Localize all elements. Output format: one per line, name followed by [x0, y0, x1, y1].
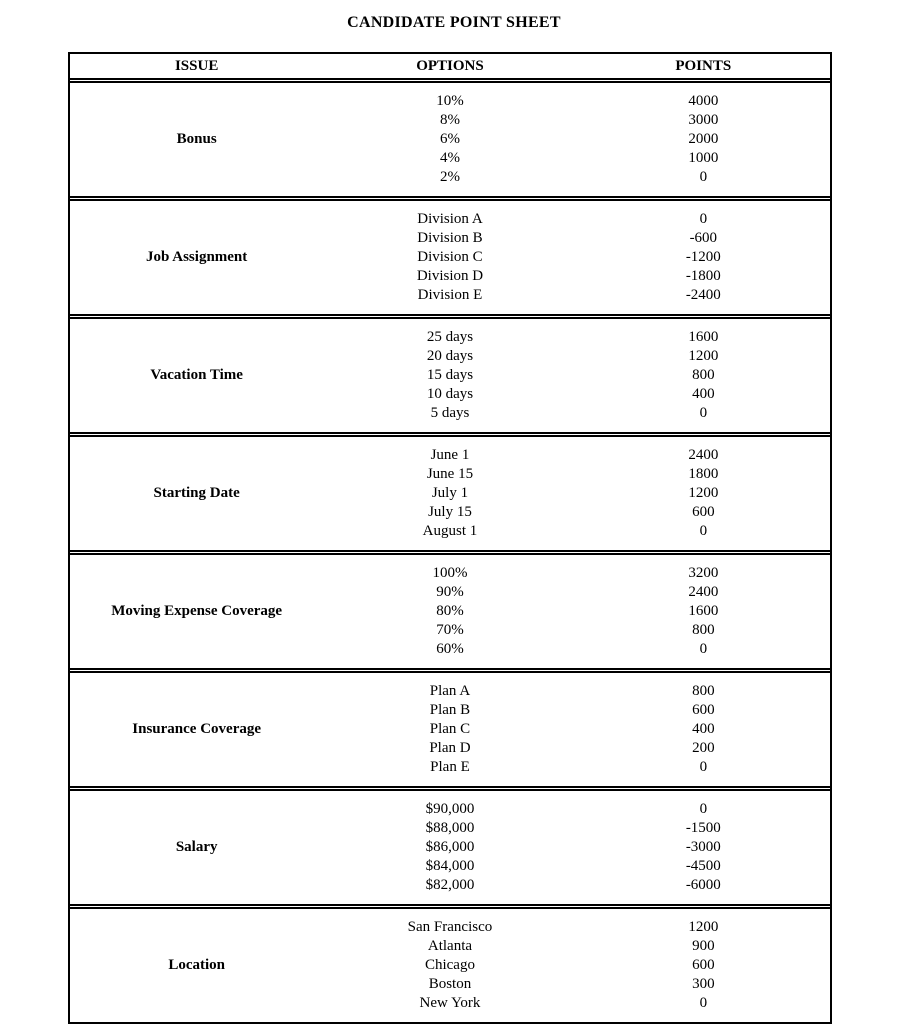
option-cell: August 1 — [422, 523, 478, 539]
table-row — [323, 564, 830, 583]
table-row — [323, 503, 830, 522]
points-cell: 600 — [692, 504, 715, 520]
points-cell: 0 — [699, 641, 708, 657]
table-row — [323, 168, 830, 187]
table-row — [323, 347, 830, 366]
section-insurance-coverage — [70, 668, 830, 786]
issue-cell: Moving Expense Coverage — [111, 603, 283, 619]
table-row — [323, 876, 830, 895]
points-cell: 1800 — [688, 466, 719, 482]
table-row — [323, 522, 830, 541]
section-salary — [70, 786, 830, 904]
points-cell: -3000 — [685, 839, 721, 855]
points-cell: 600 — [692, 957, 715, 973]
points-cell: 1000 — [688, 150, 719, 166]
points-cell: -6000 — [685, 877, 721, 893]
table-row — [323, 92, 830, 111]
table-row — [323, 975, 830, 994]
option-cell: 20 days — [426, 348, 474, 364]
points-cell: 0 — [699, 405, 708, 421]
table-row — [323, 210, 830, 229]
points-cell: 0 — [699, 995, 708, 1011]
points-cell: 2400 — [688, 447, 719, 463]
option-cell: 60% — [436, 641, 464, 657]
section-moving-expense-coverage — [70, 550, 830, 668]
points-cell: 1200 — [688, 348, 719, 364]
table-row — [323, 857, 830, 876]
points-cell: 900 — [692, 938, 715, 954]
table-row — [323, 720, 830, 739]
table-row — [323, 937, 830, 956]
section-job-assignment — [70, 196, 830, 314]
table-row — [323, 248, 830, 267]
issue-cell: Insurance Coverage — [132, 721, 262, 737]
table-row — [323, 956, 830, 975]
option-cell: Plan D — [429, 740, 471, 756]
option-cell: 25 days — [426, 329, 474, 345]
points-cell: -1200 — [685, 249, 721, 265]
points-cell: 800 — [692, 622, 715, 638]
option-cell: 4% — [439, 150, 460, 166]
table-row — [323, 583, 830, 602]
option-cell: July 1 — [431, 485, 469, 501]
option-cell: Plan B — [429, 702, 471, 718]
issue-cell: Vacation Time — [150, 367, 243, 383]
table-row — [323, 682, 830, 701]
points-cell: 1200 — [688, 919, 719, 935]
option-cell: Atlanta — [427, 938, 473, 954]
option-cell: July 15 — [428, 504, 472, 520]
table-row — [323, 149, 830, 168]
option-cell: Division D — [416, 268, 484, 284]
option-cell: $86,000 — [425, 839, 475, 855]
points-cell: 3200 — [688, 565, 719, 581]
points-cell: 0 — [699, 759, 708, 775]
section-rows — [323, 800, 830, 895]
option-cell: June 15 — [426, 466, 474, 482]
points-cell: 0 — [699, 523, 708, 539]
option-cell: 70% — [436, 622, 464, 638]
option-cell: 6% — [439, 131, 460, 147]
option-cell: $90,000 — [425, 801, 475, 817]
table-row — [323, 267, 830, 286]
point-sheet-table — [68, 52, 832, 1024]
option-cell: 10 days — [426, 386, 474, 402]
page-title: CANDIDATE POINT SHEET — [347, 14, 561, 31]
option-cell: $88,000 — [425, 820, 475, 836]
table-row — [323, 130, 830, 149]
points-cell: 600 — [692, 702, 715, 718]
column-header-issue: ISSUE — [174, 58, 219, 74]
points-cell: 800 — [692, 367, 715, 383]
issue-cell: Job Assignment — [146, 249, 248, 265]
section-rows — [323, 918, 830, 1013]
option-cell: Boston — [428, 976, 472, 992]
option-cell: Plan E — [430, 759, 470, 775]
option-cell: $84,000 — [425, 858, 475, 874]
table-row — [323, 994, 830, 1013]
option-cell: $82,000 — [425, 877, 475, 893]
table-row — [323, 111, 830, 130]
section-starting-date — [70, 432, 830, 550]
points-cell: 1200 — [688, 485, 719, 501]
option-cell: 10% — [436, 93, 464, 109]
table-row — [323, 446, 830, 465]
option-cell: 90% — [436, 584, 464, 600]
option-cell: 2% — [439, 169, 460, 185]
section-rows — [323, 328, 830, 423]
section-rows — [323, 682, 830, 777]
points-cell: 0 — [699, 211, 708, 227]
table-row — [323, 739, 830, 758]
table-row — [323, 918, 830, 937]
table-row — [323, 484, 830, 503]
table-row — [323, 465, 830, 484]
issue-cell: Location — [168, 957, 225, 973]
issue-cell: Salary — [175, 839, 218, 855]
points-cell: -1800 — [685, 268, 721, 284]
issue-cell: Starting Date — [153, 485, 240, 501]
points-cell: 400 — [692, 721, 715, 737]
table-row — [323, 404, 830, 423]
points-cell: 1600 — [688, 603, 719, 619]
points-cell: 4000 — [688, 93, 719, 109]
points-cell: 2400 — [688, 584, 719, 600]
option-cell: New York — [419, 995, 481, 1011]
table-row — [323, 800, 830, 819]
section-location — [70, 904, 830, 1022]
points-cell: 800 — [692, 683, 715, 699]
column-header-points: POINTS — [675, 58, 732, 74]
section-rows — [323, 210, 830, 305]
table-row — [323, 819, 830, 838]
table-row — [323, 701, 830, 720]
table-row — [323, 366, 830, 385]
option-cell: Division A — [417, 211, 483, 227]
option-cell: June 1 — [430, 447, 470, 463]
option-cell: 100% — [432, 565, 468, 581]
section-rows — [323, 92, 830, 187]
option-cell: 5 days — [430, 405, 470, 421]
table-row — [323, 602, 830, 621]
table-row — [323, 286, 830, 305]
points-cell: -2400 — [685, 287, 721, 303]
table-row — [323, 838, 830, 857]
points-cell: 200 — [692, 740, 715, 756]
points-cell: -1500 — [685, 820, 721, 836]
section-vacation-time — [70, 314, 830, 432]
option-cell: 8% — [439, 112, 460, 128]
points-cell: 300 — [692, 976, 715, 992]
column-header-options: OPTIONS — [416, 58, 484, 74]
points-cell: 2000 — [688, 131, 719, 147]
table-row — [323, 640, 830, 659]
section-bonus — [70, 83, 830, 196]
table-header — [70, 54, 830, 83]
points-cell: 400 — [692, 386, 715, 402]
section-rows — [323, 446, 830, 541]
option-cell: 80% — [436, 603, 464, 619]
option-cell: Division B — [417, 230, 483, 246]
option-cell: San Francisco — [407, 919, 493, 935]
points-cell: 0 — [699, 169, 708, 185]
option-cell: Plan A — [429, 683, 471, 699]
points-cell: 1600 — [688, 329, 719, 345]
section-rows — [323, 564, 830, 659]
option-cell: Chicago — [424, 957, 475, 973]
option-cell: Plan C — [429, 721, 471, 737]
points-cell: 0 — [699, 801, 708, 817]
table-row — [323, 328, 830, 347]
points-cell: -600 — [689, 230, 718, 246]
option-cell: Division C — [417, 249, 483, 265]
table-row — [323, 229, 830, 248]
points-cell: -4500 — [685, 858, 721, 874]
points-cell: 3000 — [688, 112, 719, 128]
table-row — [323, 758, 830, 777]
option-cell: 15 days — [426, 367, 474, 383]
table-row — [323, 385, 830, 404]
table-row — [323, 621, 830, 640]
option-cell: Division E — [417, 287, 483, 303]
issue-cell: Bonus — [176, 131, 217, 147]
